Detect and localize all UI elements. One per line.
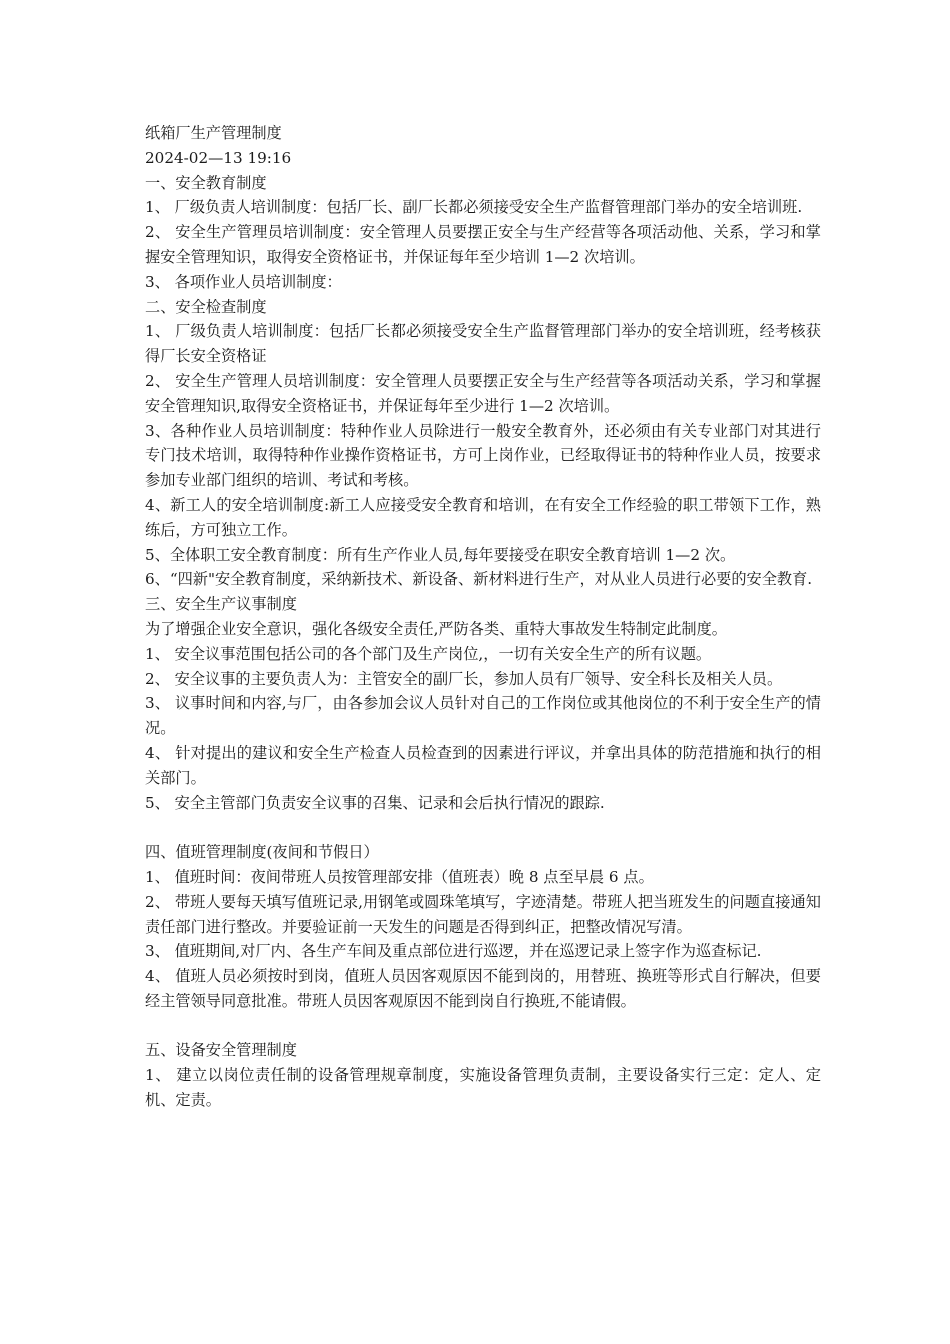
list-item: 2、 带班人要每天填写值班记录,用钢笔或圆珠笔填写，字迹清楚。带班人把当班发生的问题直接通知责任部门进行整改。并要验证前一天发生的问题是否得到纠正，把整改情况写清。 xyxy=(145,892,821,936)
blank-line xyxy=(145,815,821,840)
list-item: 1、 厂级负责人培训制度：包括厂长都必须接受安全生产监督管理部门举办的安全培训班，经考核获得厂长安全资格证 xyxy=(145,322,821,366)
list-item: 5、全体职工安全教育制度：所有生产作业人员,每年要接受在职安全教育培训 1—2 次。 xyxy=(145,545,736,564)
blank-line xyxy=(145,1014,821,1039)
section-heading-safety-inspection: 二、安全检查制度 xyxy=(145,297,267,316)
section-heading-safety-education: 一、安全教育制度 xyxy=(145,173,267,192)
list-item: 2、 安全生产管理人员培训制度：安全管理人员要摆正安全与生产经营等各项活动关系，学习和掌握安全管理知识,取得安全资格证书，并保证每年至少进行 1—2 次培训。 xyxy=(145,371,821,415)
list-item: 1、 安全议事范围包括公司的各个部门及生产岗位,，一切有关安全生产的所有议题。 xyxy=(145,644,712,663)
list-item: 4、 值班人员必须按时到岗，值班人员因客观原因不能到岗的，用替班、换班等形式自行解决，但要经主管领导同意批准。带班人员因客观原因不能到岗自行换班,不能请假。 xyxy=(145,967,821,1010)
list-item: 1、 厂级负责人培训制度：包括厂长、副厂长都必须接受安全生产监督管理部门举办的安全培训班. xyxy=(145,198,803,217)
section-intro: 为了增强企业安全意识，强化各级安全责任,严防各类、重特大事故发生特制定此制度。 xyxy=(145,619,727,638)
list-item: 3、 值班期间,对厂内、各生产车间及重点部位进行巡逻，并在巡逻记录上签字作为巡查标记. xyxy=(145,942,762,961)
document-page xyxy=(145,121,821,1113)
list-item: 3、各种作业人员培训制度：特种作业人员除进行一般安全教育外，还必须由有关专业部门对其进行专门技术培训，取得特种作业操作资格证书，方可上岗作业，已经取得证书的特种作业人员，按要求参加专业部门组织的培训、考试和考核。 xyxy=(145,421,821,490)
list-item: 3、 各项作业人员培训制度： xyxy=(145,272,342,291)
list-item: 3、 议事时间和内容,与厂，由各参加会议人员针对自己的工作岗位或其他岗位的不利于安全生产的情况。 xyxy=(145,694,821,738)
list-item: 2、 安全议事的主要负责人为：主管安全的副厂长，参加人员有厂领导、安全科长及相关人员。 xyxy=(145,669,783,688)
list-item: 1、 建立以岗位责任制的设备管理规章制度，实施设备管理负责制，主要设备实行三定：定人、定机、定责。 xyxy=(145,1066,821,1110)
section-heading-safety-meeting: 三、安全生产议事制度 xyxy=(145,595,297,614)
section-heading-duty-management: 四、值班管理制度(夜间和节假日） xyxy=(145,843,379,862)
document-date: 2024-02—13 19:16 xyxy=(145,148,292,167)
list-item: 6、“四新"安全教育制度，采纳新技术、新设备、新材料进行生产，对从业人员进行必要的安全教育. xyxy=(145,570,813,589)
list-item: 4、新工人的安全培训制度:新工人应接受安全教育和培训，在有安全工作经验的职工带领下工作，熟练后，方可独立工作。 xyxy=(145,495,821,539)
document-title: 纸箱厂生产管理制度 xyxy=(145,124,282,142)
list-item: 2、 安全生产管理员培训制度：安全管理人员要摆正安全与生产经营等各项活动他、关系，学习和掌握安全管理知识，取得安全资格证书，并保证每年至少培训 1—2 次培训。 xyxy=(145,223,821,266)
list-item: 4、 针对提出的建议和安全生产检查人员检查到的因素进行评议，并拿出具体的防范措施和执行的相关部门。 xyxy=(145,743,821,787)
list-item: 1、 值班时间：夜间带班人员按管理部安排（值班表）晚 8 点至早晨 6 点。 xyxy=(145,867,654,886)
list-item: 5、 安全主管部门负责安全议事的召集、记录和会后执行情况的跟踪. xyxy=(145,793,605,812)
section-heading-equipment-safety: 五、设备安全管理制度 xyxy=(145,1041,297,1060)
